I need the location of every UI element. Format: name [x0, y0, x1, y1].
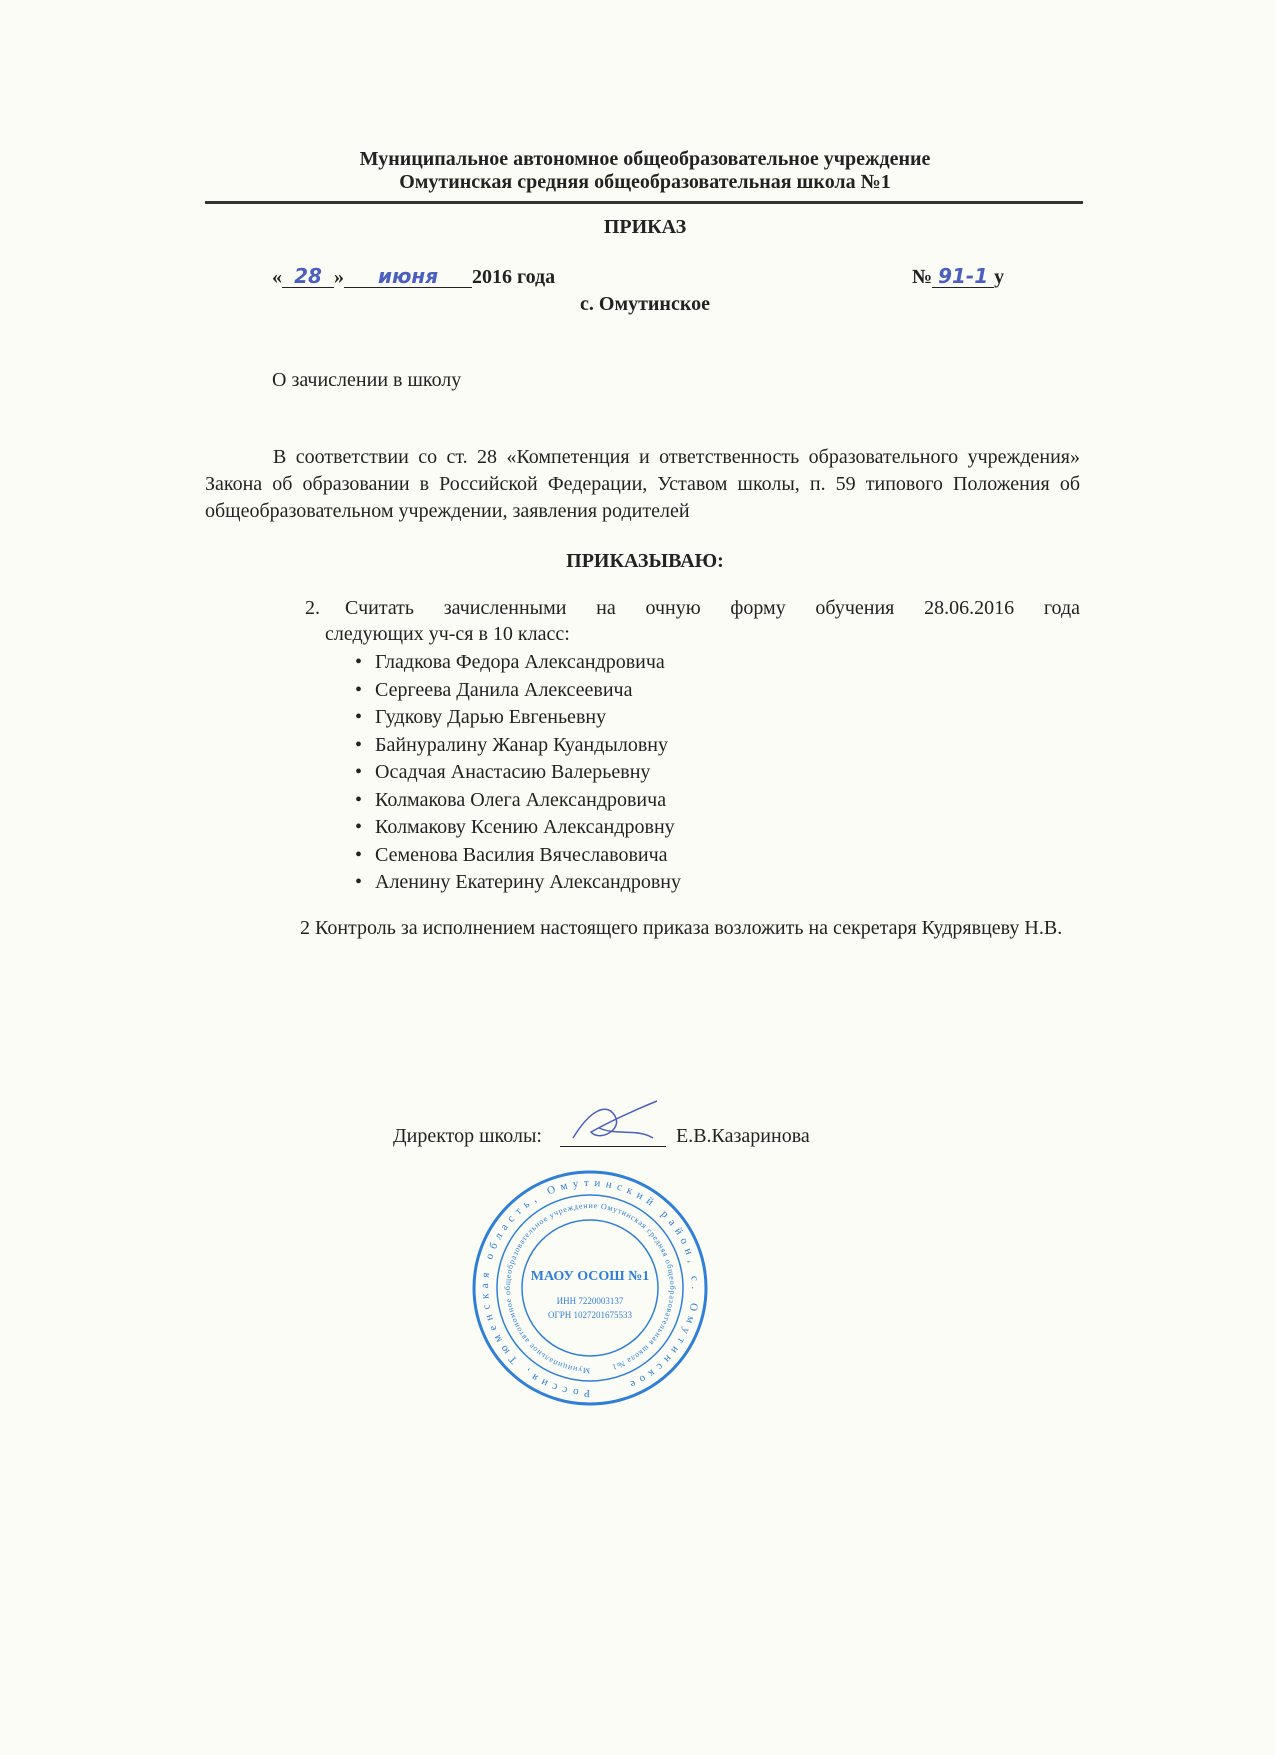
org-name-line2: Омутинская средняя общеобразовательная школа №1	[399, 171, 891, 193]
svg-text:Муниципальное автономное общео	[503, 1201, 677, 1375]
student-name: Сергеева Данила Алексеевича	[375, 678, 633, 701]
item1-text-cont: следующих уч-ся в 10 класс:	[325, 623, 570, 645]
svg-text:Россия, Тюменская область, Ому	[479, 1177, 701, 1399]
bullet: •	[355, 843, 363, 866]
bullet: •	[355, 871, 363, 893]
date-day	[282, 266, 334, 288]
student-name: Колмакова Олега Александровича	[375, 788, 667, 811]
item2-text: 2 Контроль за исполнением настоящего приказа возложить на секретаря Кудрявцеву Н.В.	[300, 917, 1063, 939]
student-list-item	[355, 649, 681, 677]
handwritten-number: 91-1	[938, 264, 989, 288]
bullet: •	[355, 651, 363, 673]
student-list-item	[355, 869, 681, 897]
signature-role: Директор школы:	[393, 1125, 542, 1147]
order-word: ПРИКАЗЫВАЮ:	[566, 550, 724, 572]
item1-number: 2.	[305, 597, 320, 619]
student-list-item	[355, 814, 681, 842]
org-name-line1: Муниципальное автономное общеобразовательное учреждение	[359, 148, 931, 170]
bullet: •	[355, 788, 363, 811]
handwritten-signature	[565, 1098, 665, 1144]
student-name: Гудкову Дарью Евгеньевну	[375, 706, 607, 728]
bullet: •	[355, 816, 363, 838]
number-sign: №	[912, 266, 933, 288]
bullet: •	[355, 706, 363, 728]
header-rule	[205, 201, 1083, 204]
number-field	[932, 266, 994, 288]
stamp-outer-text: Россия, Тюменская область, Омутинский район, с. Омутинское	[479, 1176, 702, 1400]
bullet: •	[355, 733, 363, 756]
student-list-item	[355, 732, 681, 760]
student-list-item	[355, 842, 681, 870]
preamble	[205, 444, 1080, 525]
item1-text: Считать зачисленными на очную форму обучения 28.06.2016 года	[345, 597, 1080, 619]
bullet: •	[355, 761, 363, 783]
subject: О зачислении в школу	[272, 369, 462, 391]
date-line	[272, 266, 555, 288]
bullet: •	[355, 678, 363, 701]
date-month	[344, 266, 472, 288]
stamp-ogrn: ОГРН 1027201675533	[548, 1310, 632, 1320]
quote-close: »	[334, 266, 344, 288]
student-name: Гладкова Федора Александровича	[375, 651, 665, 673]
student-list-item	[355, 677, 681, 705]
signature-name: Е.В.Казаринова	[676, 1125, 810, 1147]
student-list-item	[355, 787, 681, 815]
student-name: Семенова Василия Вячеславовича	[375, 843, 668, 866]
date-year: 2016 года	[472, 266, 556, 288]
student-list-item	[355, 759, 681, 787]
item2	[205, 915, 1080, 942]
student-name: Осадчая Анастасию Валерьевну	[375, 761, 651, 783]
quote-open: «	[272, 266, 282, 288]
stamp-center-text: МАОУ ОСОШ №1	[530, 1269, 650, 1284]
student-name: Аленину Екатерину Александровну	[375, 871, 681, 893]
order-number	[912, 266, 1004, 288]
student-name: Байнуралину Жанар Куандыловну	[375, 733, 668, 756]
number-suffix: у	[994, 266, 1005, 288]
handwritten-day: 28	[294, 264, 322, 288]
signature-line	[560, 1146, 666, 1147]
document-title: ПРИКАЗ	[603, 216, 687, 238]
stamp-inn: ИНН 7220003137	[556, 1296, 624, 1306]
stamp-inner-text: Муниципальное автономное общеобразовательное учреждение Омутинская средняя общеобразовательная школа №1	[503, 1200, 678, 1376]
handwritten-month: июня	[377, 264, 439, 288]
student-list-item	[355, 704, 681, 732]
place: с. Омутинское	[580, 293, 710, 315]
student-list	[355, 649, 681, 897]
student-name: Колмакову Ксению Александровну	[375, 816, 675, 838]
official-stamp	[470, 1168, 710, 1408]
preamble-text: В соответствии со ст. 28 «Компетенция и ответственность образовательного учреждения» Закона об образовании в Российской Федерации, Уставом школы, п. 59 типового Положения об общеобразовательном учреждении, заявления родителей	[205, 446, 1080, 522]
